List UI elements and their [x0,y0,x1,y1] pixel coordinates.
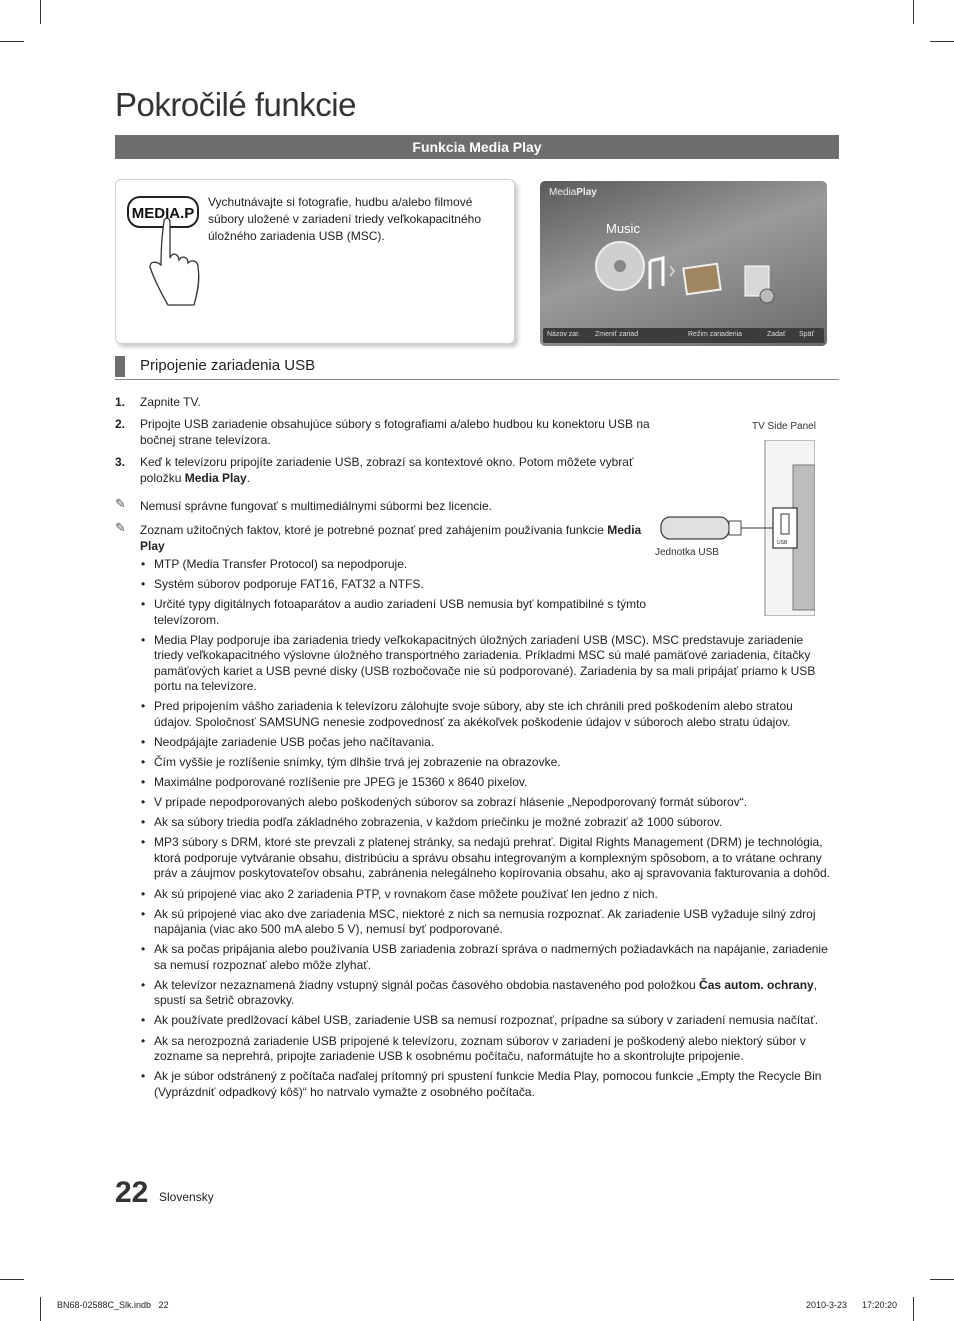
list-item: • Ak sa počas pripájania alebo používania USB zariadenia zobrazí správa o nadmerných požiadavkách na napájanie, zariadenie sa nemusí rozpoznať alebo môže zlyhať. [141,942,828,972]
list-item: • Ak sú pripojené viac ako 2 zariadenia PTP, v rovnakom čase môžete používať len jedno z nich. [141,886,658,901]
list-item: • Čím vyššie je rozlíšenie snímky, tým dlhšie trvá jej zobrazenie na obrazovke. [141,755,561,770]
subsection-title: Pripojenie zariadenia USB [140,357,316,374]
subsection-marker [115,356,125,377]
crop-mark [913,0,914,24]
intro-text: Vychutnávajte si fotografie, hudbu a/alebo filmové súbory uložené v zariadení triedy veľkokapacitného úložného zariadenia USB (MSC). [208,195,481,243]
page-title: Pokročilé funkcie [115,86,356,123]
list-item: • MP3 súbory s DRM, ktoré ste prevzali z platenej stránky, sa nedajú prehrať. Digital Rights Management (DRM) je technológia, ktorá podporuje vytváranie obsahu, distribúciu a správu obsahu integrovaným a komplexným spôsobom, a to vrátane ochrany práv a záujmov poskytovateľov obsahu, zabránenia nelegálneho kopírovania obsahu, ako aj spravovania fakturovania a dohôd. [141,835,830,881]
screen-menu-item: Music [606,221,640,236]
list-item: • V prípade nepodporovaných alebo poškodených súborov sa zobrazí hlásenie „Nepodporovaný formát súborov“. [141,795,748,810]
list-item: • Ak sa súbory triedia podľa základného zobrazenia, v každom priečinku je možné zobraziť až 1000 súborov. [141,815,723,830]
bottom-item: Zadať [767,331,786,338]
usb-drive-icon [661,517,729,539]
crop-mark [913,1297,914,1321]
media-p-label: MEDIA.P [131,205,195,222]
usb-connection-illustration [655,440,815,616]
step-item: 1. Zapnite TV. [115,395,201,409]
list-item: • Ak používate predlžovací kábel USB, zariadenie USB sa nemusí rozpoznať, prípadne sa súbory v zariadení nemusia načítať. [141,1013,819,1028]
crop-mark [930,1279,954,1280]
crop-mark [40,0,41,24]
music-note-icon [650,258,663,289]
screen-title: MediaPlay [549,187,597,198]
note-item: ✎ Nemusí správne fungovať s multimediálnymi súbormi bez licencie. [115,496,492,513]
screen-bottom-bar [543,328,824,343]
note-pencil-icon: ✎ [115,520,126,535]
bottom-item: Späť [799,331,815,338]
list-item: • Systém súborov podporuje FAT16, FAT32 a NTFS. [141,577,424,592]
usb-drive-label: Jednotka USB [655,547,719,558]
list-item: • Ak sú pripojené viac ako dve zariadenia MSC, niektoré z nich sa nemusia rozpoznať. Ak zariadenie USB vyžaduje silný zdroj napájania (viac ako 500 mA alebo 5 V), nemusí byť podporované. [141,906,816,937]
intro-box [115,179,515,344]
gear-icon [760,289,774,303]
note-pencil-icon: ✎ [115,496,126,511]
list-item: • Pred pripojením vášho zariadenia k televízoru zálohujte svoje súbory, aby ste ich chránili pred poškodením alebo stratou údajov. Spoločnosť SAMSUNG nenesie zodpovednosť za akékoľvek poškodenie údajov v súboroch alebo stratu údajov. [141,699,793,729]
page-language: Slovensky [159,1190,214,1204]
usb-port-label: USB [777,540,788,546]
crop-mark [40,1297,41,1321]
list-item: • Ak sa nerozpozná zariadenie USB pripojené k televízoru, zoznam súborov v zariadení je poškodený alebo niektorý súbor v zozname sa neprehrá, pripojte zariadenie USB k osobnému počítaču, naformátujte ho a skontrolujte pripojenie. [141,1033,806,1063]
step-item: 2. Pripojte USB zariadenie obsahujúce súbory s fotografiami a/alebo hudbou ku konektoru USB na bočnej strane televízora. [115,417,650,447]
list-item: • Media Play podporuje iba zariadenia triedy veľkokapacitných úložných zariadení USB (MSC). MSC predstavuje zariadenie triedy veľkokapacitného výslovne úložného transportného zariadenia. Príkladmi MSC sú malé pamäťové zariadenia, čítačky pamäťových kariet a USB pevné disky (USB rozbočovače nie sú podporované). Zariadenia by sa mali pripájať priamo k USB portu na televízore. [141,632,816,694]
footer-date: 2010-3-23 [806,1300,848,1310]
section-header: Funkcia Media Play [115,135,839,159]
bottom-item: Názov zar. [547,331,581,338]
footer-time: 17:20:20 [862,1300,898,1310]
media-p-button-illustration [126,195,206,330]
step-item: 3. Keď k televízoru pripojíte zariadenie USB, zobrazí sa kontextové okno. Potom môžete vybrať položku Media Play. [115,455,634,485]
bottom-item: Zmeniť zariad [595,331,639,338]
list-item: • MTP (Media Transfer Protocol) sa nepodporuje. [141,557,408,571]
steps-list [115,394,655,492]
crop-mark [0,41,24,42]
list-item: • Ak televízor nezaznamená žiadny vstupný signál počas časového obdobia nastaveného pod položkou Čas autom. ochrany, spustí sa šetrič obrazovky. [141,977,818,1008]
hand-icon [150,218,199,305]
list-item: • Ak je súbor odstránený z počítača naďalej prítomný pri spustení funkcie Media Play, pomocou funkcie „Empty the Recycle Bin (Vyprázdniť odpadkový kôš)“ ho natrvalo vymažte z osobného počítača. [141,1069,822,1099]
note-item: ✎ Zoznam užitočných faktov, ktoré je potrebné poznať pred zahájením používania funkcie Media Play [115,520,642,553]
list-item: • Určité typy digitálnych fotoaparátov a audio zariadení USB nemusia byť kompatibilné s týmto televízorom. [141,597,647,627]
media-play-screen-illustration [540,181,827,346]
arrow-right-icon [670,266,674,276]
list-item: • Maximálne podporované rozlíšenie pre JPEG je 15360 x 8640 pixelov. [141,775,528,790]
footer-file: BN68-02588C_Slk.indb 22 [57,1300,169,1310]
bottom-item: Režim zariadenia [688,331,743,338]
crop-mark [0,1279,24,1280]
tv-side-panel-label: TV Side Panel [752,421,816,432]
media-icons [595,231,785,311]
page-number: 22 [115,1176,149,1209]
list-item: • Neodpájajte zariadenie USB počas jeho načítavania. [141,734,435,749]
crop-mark [930,41,954,42]
photo-icon [683,264,720,294]
subsection-header [115,355,839,380]
facts-list [140,557,830,1105]
